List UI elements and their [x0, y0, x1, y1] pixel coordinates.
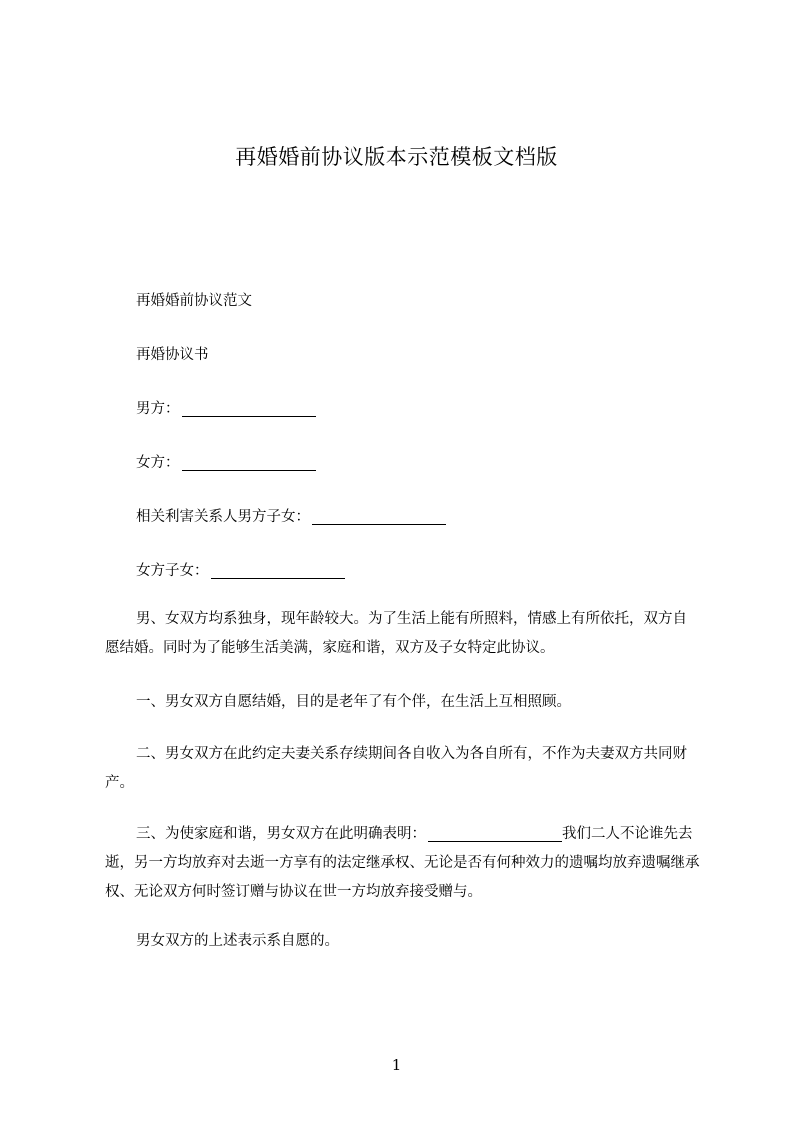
blank-line: [211, 562, 345, 579]
clause-2: [105, 740, 700, 798]
blank-line: [312, 508, 446, 525]
text: 我们二人不论谁先去逝，另一方均放弃对去逝一方享有的法定继承权、无论是否有何种效力的遗嘱均放弃遗嘱继承权、无论双方何时签订赠与协议在世一方均放弃接受赠与。: [105, 826, 700, 900]
text: 三、为使家庭和谐，男女双方在此明确表明：: [136, 826, 426, 842]
field-wife: [105, 449, 700, 478]
text: 一、男女双方自愿结婚，目的是老年了有个伴，在生活上互相照顾。: [136, 694, 571, 710]
field-label: 相关利害关系人男方子女：: [136, 509, 310, 525]
field-label: 女方子女：: [136, 563, 209, 579]
clause-1: [105, 688, 700, 717]
field-wife-children: [105, 557, 700, 586]
field-husband: [105, 395, 700, 424]
text: 男、女双方均系独身，现年龄较大。为了生活上能有所照料，情感上有所依托，双方自愿结婚。同时为了能够生活美满，家庭和谐，双方及子女特定此协议。: [105, 611, 687, 656]
page-number: 1: [391, 1056, 402, 1074]
text: 二、男女双方在此约定夫妻关系存续期间各自收入为各自所有，不作为夫妻双方共同财产。: [105, 746, 687, 791]
blank-line: [182, 400, 316, 417]
paragraph-preamble: [105, 605, 700, 663]
paragraph-agreement-heading: [105, 341, 700, 370]
text: 再婚协议书: [136, 347, 209, 363]
paragraph-agreement-sample: [105, 287, 700, 316]
text: 再婚婚前协议范文: [136, 293, 252, 309]
clause-3: [105, 820, 700, 907]
document-title: 再婚婚前协议版本示范模板文档版: [235, 145, 558, 169]
paragraph-declaration: [105, 927, 700, 956]
blank-line: [182, 454, 316, 471]
blank-line: [428, 825, 562, 842]
field-label: 男方：: [136, 401, 180, 417]
text: 男女双方的上述表示系自愿的。: [136, 933, 339, 949]
field-label: 女方：: [136, 455, 180, 471]
field-husband-children: [105, 503, 700, 532]
